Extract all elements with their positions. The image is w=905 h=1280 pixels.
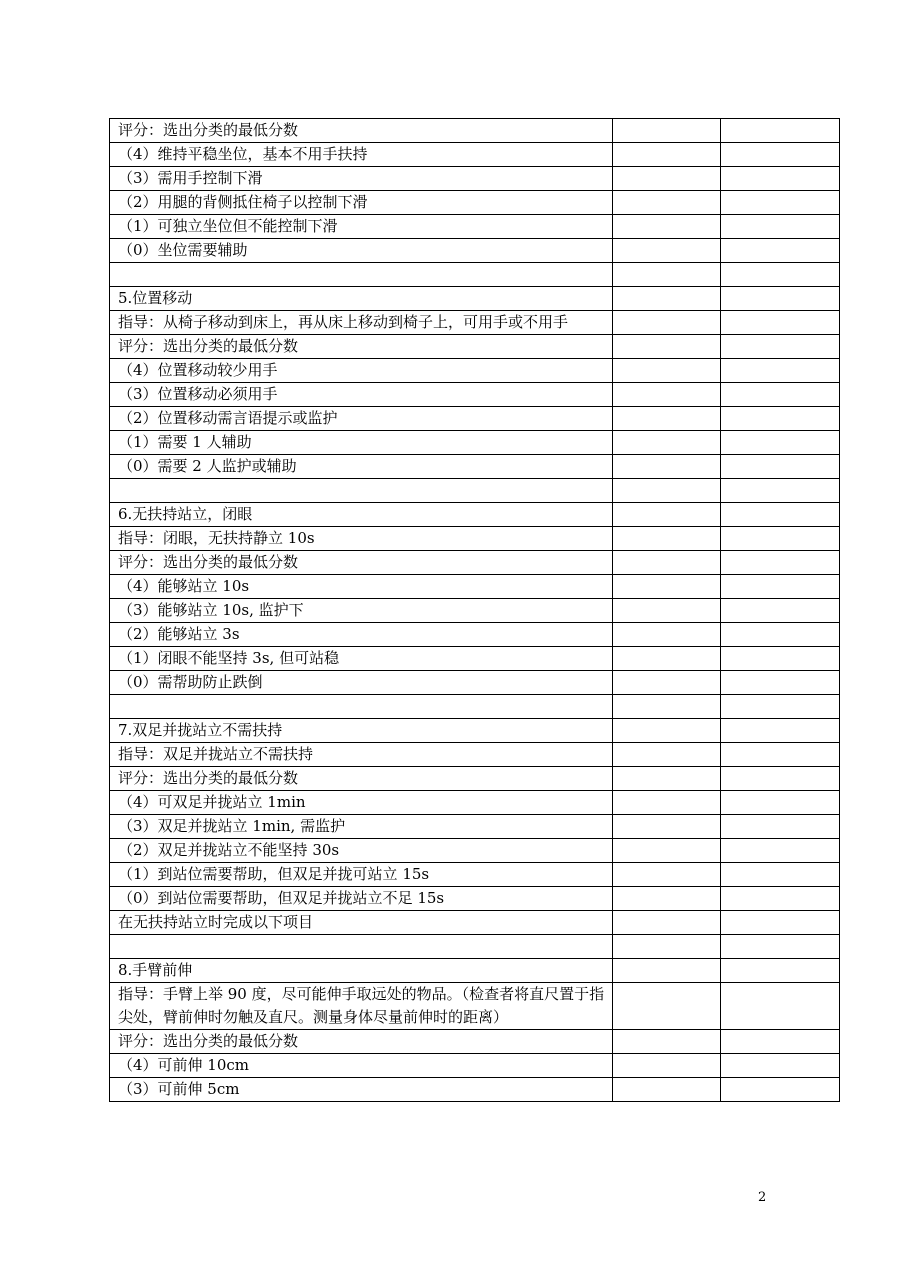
remarks-cell bbox=[721, 695, 840, 719]
table-row bbox=[110, 911, 840, 935]
score-cell bbox=[613, 575, 721, 599]
score-cell bbox=[613, 743, 721, 767]
score-cell bbox=[613, 719, 721, 743]
score-cell bbox=[613, 671, 721, 695]
table-row bbox=[110, 1030, 840, 1054]
remarks-cell bbox=[721, 143, 840, 167]
remarks-cell bbox=[721, 215, 840, 239]
remarks-cell bbox=[721, 383, 840, 407]
score-cell bbox=[613, 839, 721, 863]
item-text-cell: （3）双足并拢站立 1min, 需监护 bbox=[110, 815, 613, 839]
remarks-cell bbox=[721, 359, 840, 383]
table-row bbox=[110, 1078, 840, 1102]
item-text-cell: （3）位置移动必须用手 bbox=[110, 383, 613, 407]
item-text-cell: 评分：选出分类的最低分数 bbox=[110, 551, 613, 575]
score-cell bbox=[613, 1078, 721, 1102]
score-cell bbox=[613, 551, 721, 575]
item-text-cell: （2）能够站立 3s bbox=[110, 623, 613, 647]
remarks-cell bbox=[721, 911, 840, 935]
item-text-cell: （4）可双足并拢站立 1min bbox=[110, 791, 613, 815]
remarks-cell bbox=[721, 791, 840, 815]
score-cell bbox=[613, 911, 721, 935]
remarks-cell bbox=[721, 863, 840, 887]
remarks-cell bbox=[721, 431, 840, 455]
item-text-cell: 评分：选出分类的最低分数 bbox=[110, 335, 613, 359]
remarks-cell bbox=[721, 455, 840, 479]
item-text-cell: （3）可前伸 5cm bbox=[110, 1078, 613, 1102]
table-row bbox=[110, 959, 840, 983]
score-cell bbox=[613, 191, 721, 215]
remarks-cell bbox=[721, 119, 840, 143]
score-cell bbox=[613, 407, 721, 431]
item-text-cell: 评分：选出分类的最低分数 bbox=[110, 119, 613, 143]
score-cell bbox=[613, 527, 721, 551]
table-row bbox=[110, 503, 840, 527]
remarks-cell bbox=[721, 575, 840, 599]
table-row bbox=[110, 839, 840, 863]
remarks-cell bbox=[721, 407, 840, 431]
score-cell bbox=[613, 287, 721, 311]
item-text-cell: 8.手臂前伸 bbox=[110, 959, 613, 983]
item-text-cell: （1）到站位需要帮助，但双足并拢可站立 15s bbox=[110, 863, 613, 887]
table-row bbox=[110, 431, 840, 455]
score-cell bbox=[613, 815, 721, 839]
remarks-cell bbox=[721, 335, 840, 359]
item-text-cell: （0）坐位需要辅助 bbox=[110, 239, 613, 263]
remarks-cell bbox=[721, 287, 840, 311]
table-row bbox=[110, 191, 840, 215]
remarks-cell bbox=[721, 263, 840, 287]
table-row bbox=[110, 575, 840, 599]
table-row bbox=[110, 599, 840, 623]
item-text-cell: （2）位置移动需言语提示或监护 bbox=[110, 407, 613, 431]
table-row bbox=[110, 863, 840, 887]
table-row bbox=[110, 479, 840, 503]
table-row bbox=[110, 383, 840, 407]
remarks-cell bbox=[721, 959, 840, 983]
item-text-cell: （4）能够站立 10s bbox=[110, 575, 613, 599]
table-row bbox=[110, 407, 840, 431]
score-cell bbox=[613, 335, 721, 359]
score-cell bbox=[613, 119, 721, 143]
remarks-cell bbox=[721, 743, 840, 767]
table-row bbox=[110, 1054, 840, 1078]
item-text-cell: 评分：选出分类的最低分数 bbox=[110, 767, 613, 791]
item-text-cell: 在无扶持站立时完成以下项目 bbox=[110, 911, 613, 935]
score-cell bbox=[613, 935, 721, 959]
table-row bbox=[110, 671, 840, 695]
score-cell bbox=[613, 215, 721, 239]
table-row bbox=[110, 719, 840, 743]
remarks-cell bbox=[721, 551, 840, 575]
score-cell bbox=[613, 479, 721, 503]
score-cell bbox=[613, 863, 721, 887]
item-text-cell: 评分：选出分类的最低分数 bbox=[110, 1030, 613, 1054]
score-cell bbox=[613, 239, 721, 263]
assessment-table bbox=[109, 118, 840, 1102]
remarks-cell bbox=[721, 311, 840, 335]
remarks-cell bbox=[721, 887, 840, 911]
table-row bbox=[110, 455, 840, 479]
item-text-cell bbox=[110, 695, 613, 719]
score-cell bbox=[613, 431, 721, 455]
score-cell bbox=[613, 383, 721, 407]
table-row bbox=[110, 887, 840, 911]
item-text-cell bbox=[110, 479, 613, 503]
item-text-cell: （2）用腿的背侧抵住椅子以控制下滑 bbox=[110, 191, 613, 215]
table-row bbox=[110, 287, 840, 311]
score-cell bbox=[613, 767, 721, 791]
table-row bbox=[110, 695, 840, 719]
score-cell bbox=[613, 647, 721, 671]
item-text-cell: 指导：双足并拢站立不需扶持 bbox=[110, 743, 613, 767]
remarks-cell bbox=[721, 167, 840, 191]
score-cell bbox=[613, 311, 721, 335]
table-row bbox=[110, 767, 840, 791]
score-cell bbox=[613, 887, 721, 911]
table-row bbox=[110, 215, 840, 239]
remarks-cell bbox=[721, 935, 840, 959]
score-cell bbox=[613, 695, 721, 719]
item-text-cell: （0）需帮助防止跌倒 bbox=[110, 671, 613, 695]
page-number: 2 bbox=[758, 1190, 767, 1205]
table-row bbox=[110, 311, 840, 335]
item-text-cell: 7.双足并拢站立不需扶持 bbox=[110, 719, 613, 743]
remarks-cell bbox=[721, 1078, 840, 1102]
remarks-cell bbox=[721, 647, 840, 671]
remarks-cell bbox=[721, 815, 840, 839]
remarks-cell bbox=[721, 623, 840, 647]
remarks-cell bbox=[721, 191, 840, 215]
table-row bbox=[110, 167, 840, 191]
item-text-cell: 指导：闭眼，无扶持静立 10s bbox=[110, 527, 613, 551]
item-text-cell: （1）需要 1 人辅助 bbox=[110, 431, 613, 455]
remarks-cell bbox=[721, 1054, 840, 1078]
table-row bbox=[110, 335, 840, 359]
remarks-cell bbox=[721, 1030, 840, 1054]
score-cell bbox=[613, 959, 721, 983]
score-cell bbox=[613, 143, 721, 167]
item-text-cell: 指导：从椅子移动到床上，再从床上移动到椅子上，可用手或不用手 bbox=[110, 311, 613, 335]
table-row bbox=[110, 647, 840, 671]
item-text-cell: （4）可前伸 10cm bbox=[110, 1054, 613, 1078]
table-row bbox=[110, 359, 840, 383]
table-row bbox=[110, 743, 840, 767]
score-cell bbox=[613, 455, 721, 479]
table-row bbox=[110, 119, 840, 143]
score-cell bbox=[613, 599, 721, 623]
table-row bbox=[110, 239, 840, 263]
table-row bbox=[110, 815, 840, 839]
item-text-cell bbox=[110, 263, 613, 287]
remarks-cell bbox=[721, 719, 840, 743]
remarks-cell bbox=[721, 599, 840, 623]
remarks-cell bbox=[721, 527, 840, 551]
item-text-cell: 指导：手臂上举 90 度，尽可能伸手取远处的物品。（检查者将直尺置于指尖处，臂前伸时勿触及直尺。测量身体尽量前伸时的距离） bbox=[110, 983, 613, 1030]
remarks-cell bbox=[721, 839, 840, 863]
item-text-cell: （1）可独立坐位但不能控制下滑 bbox=[110, 215, 613, 239]
score-cell bbox=[613, 623, 721, 647]
score-cell bbox=[613, 1030, 721, 1054]
score-cell bbox=[613, 791, 721, 815]
item-text-cell: （4）位置移动较少用手 bbox=[110, 359, 613, 383]
remarks-cell bbox=[721, 671, 840, 695]
item-text-cell: 5.位置移动 bbox=[110, 287, 613, 311]
table-row bbox=[110, 623, 840, 647]
score-cell bbox=[613, 167, 721, 191]
item-text-cell: （1）闭眼不能坚持 3s, 但可站稳 bbox=[110, 647, 613, 671]
item-text-cell: （0）到站位需要帮助，但双足并拢站立不足 15s bbox=[110, 887, 613, 911]
table-row bbox=[110, 263, 840, 287]
item-text-cell: （4）维持平稳坐位，基本不用手扶持 bbox=[110, 143, 613, 167]
remarks-cell bbox=[721, 503, 840, 527]
table-row bbox=[110, 935, 840, 959]
table-row bbox=[110, 143, 840, 167]
remarks-cell bbox=[721, 479, 840, 503]
table-row bbox=[110, 527, 840, 551]
score-cell bbox=[613, 503, 721, 527]
remarks-cell bbox=[721, 767, 840, 791]
remarks-cell bbox=[721, 983, 840, 1030]
item-text-cell bbox=[110, 935, 613, 959]
score-cell bbox=[613, 983, 721, 1030]
score-cell bbox=[613, 1054, 721, 1078]
table-row bbox=[110, 983, 840, 1030]
table-row bbox=[110, 791, 840, 815]
item-text-cell: （3）能够站立 10s, 监护下 bbox=[110, 599, 613, 623]
item-text-cell: 6.无扶持站立，闭眼 bbox=[110, 503, 613, 527]
remarks-cell bbox=[721, 239, 840, 263]
assessment-table-body bbox=[110, 119, 840, 1102]
table-row bbox=[110, 551, 840, 575]
score-cell bbox=[613, 263, 721, 287]
item-text-cell: （3）需用手控制下滑 bbox=[110, 167, 613, 191]
score-cell bbox=[613, 359, 721, 383]
item-text-cell: （2）双足并拢站立不能坚持 30s bbox=[110, 839, 613, 863]
item-text-cell: （0）需要 2 人监护或辅助 bbox=[110, 455, 613, 479]
